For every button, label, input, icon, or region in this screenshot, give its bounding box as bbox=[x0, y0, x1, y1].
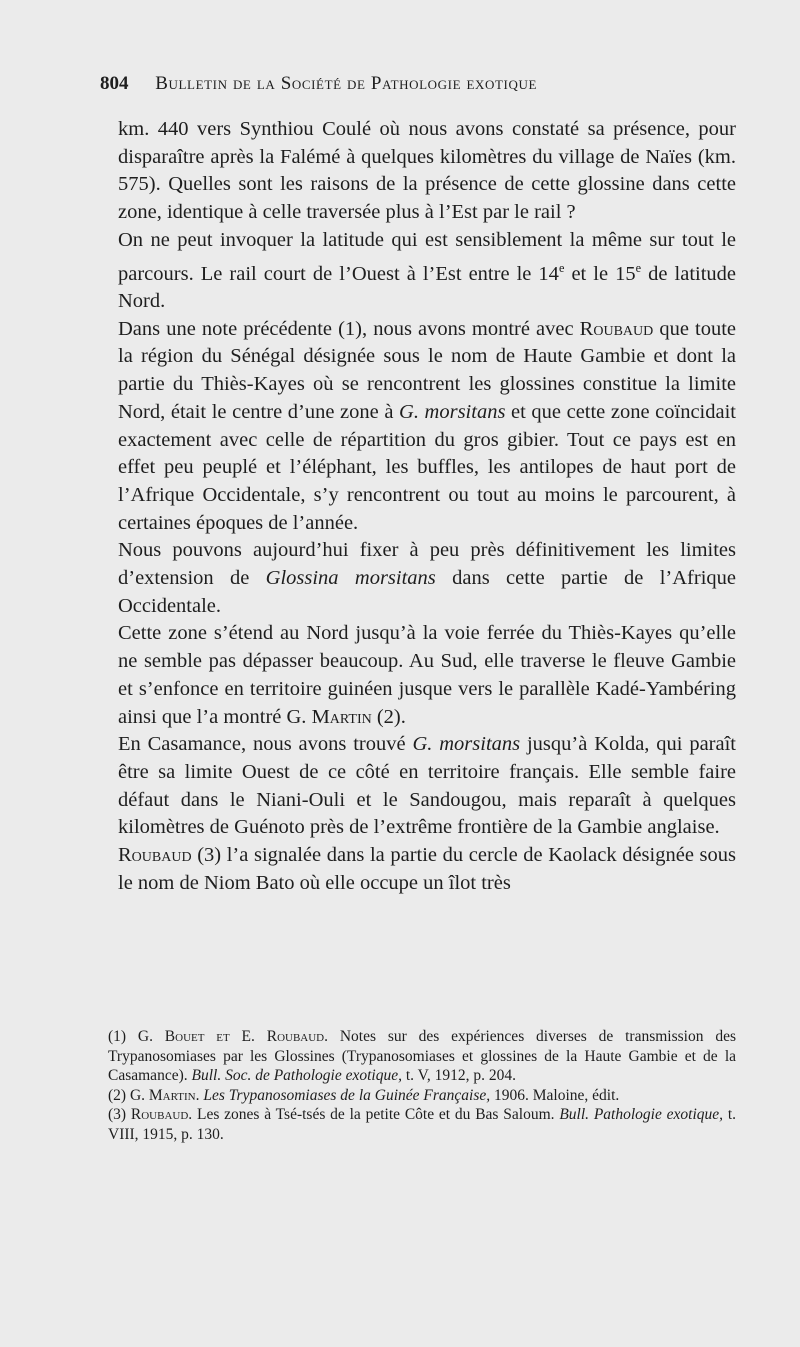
paragraph-5-text-a: Cette zone s’étend au Nord jusqu’à la voie ferrée du Thiès-Kayes qu’elle ne semble pas dépasser beaucoup. Au Sud, elle traverse le fleuve Gambie et s’enfonce en territoire guinéen jusque vers le parallèle Kadé-Yambéring ainsi que l’a montré G. bbox=[118, 622, 736, 728]
page-number: 804 bbox=[100, 73, 129, 94]
author-martin: Martin bbox=[311, 705, 372, 728]
footnotes bbox=[108, 1027, 736, 1144]
paragraph-4 bbox=[118, 537, 736, 620]
paragraph-3-text-a: Dans une note précédente (1), nous avons montré avec bbox=[118, 317, 580, 340]
footnote-2 bbox=[108, 1086, 736, 1106]
paragraph-3 bbox=[118, 316, 736, 538]
footnote-3-author: Roubaud. bbox=[130, 1106, 193, 1123]
footnote-1 bbox=[108, 1027, 736, 1086]
species-name: G. morsitans bbox=[412, 733, 521, 756]
paragraph-3-text-b: que toute la région du Sénégal désignée sous le nom de Haute Gambie et dont la partie du Thiès-Kayes où se rencontrent les glossines constitue la limite Nord, était le centre d’une zone à bbox=[118, 317, 736, 423]
footnote-3 bbox=[108, 1105, 736, 1144]
species-name: G. morsitans bbox=[399, 400, 506, 423]
footnote-1-number: (1) bbox=[108, 1028, 127, 1045]
footnote-1-text: Notes sur des expériences diverses de transmission des Trypanosomiases par les Glossines (Trypanosomiases et glossines de la Haute Gambie et de la Casamance). bbox=[108, 1028, 736, 1084]
species-name: Glossina morsitans bbox=[265, 567, 436, 590]
footnote-3-ref: t. VIII, 1915, p. 130. bbox=[108, 1106, 737, 1143]
paragraph-7 bbox=[118, 842, 736, 897]
footnote-2-ref: 1906. Maloine, édit. bbox=[490, 1086, 620, 1104]
paragraph-4-text-b: dans cette partie de l’Afrique Occidentale. bbox=[118, 567, 736, 617]
paragraph-3-text-c: et que cette zone coïncidait exactement avec celle de répartition du gros gibier. Tout ce pays est en effet peu peuplé et l’éléphant, les buffles, les antilopes de haut port de l’Afrique Occidentale, s’y rencontrent ou tout au moins le parcourent, à certaines époques de l’année. bbox=[118, 400, 736, 534]
footnote-2-title: Les Trypanosomiases de la Guinée Française, bbox=[199, 1086, 491, 1104]
footnote-3-journal: Bull. Pathologie exotique, bbox=[559, 1106, 724, 1123]
running-header bbox=[100, 72, 740, 96]
main-text bbox=[118, 116, 736, 898]
paragraph-2: On ne peut invoquer la latitude qui est sensiblement la même sur tout le parcours. Le rail court de l’Ouest à l’Est entre le 14e et le 15e de latitude Nord. bbox=[118, 228, 736, 313]
paragraph-6 bbox=[118, 731, 736, 842]
paragraph-7-text: (3) l’a signalée dans la partie du cercle de Kaolack désignée sous le nom de Niom Bato où elle occupe un îlot très bbox=[118, 844, 736, 894]
paragraph-5 bbox=[118, 620, 736, 731]
paragraph-6-text-a: En Casamance, nous avons trouvé bbox=[118, 733, 413, 756]
paragraph-6-text-b: jusqu’à Kolda, qui paraît être sa limite Ouest de ce côté en territoire français. Elle semble faire défaut dans le Niani-Ouli et le Sandougou, mais reparaît à quelques kilomètres de Guénoto près de l’extrême frontière de la Gambie anglaise. bbox=[118, 733, 736, 839]
paragraph-4-text-a: Nous pouvons aujourd’hui fixer à peu près définitivement les limites d’extension de bbox=[118, 539, 736, 590]
running-title: Bulletin de la Société de Pathologie exotique bbox=[155, 73, 537, 94]
author-roubaud: Roubaud bbox=[579, 317, 654, 340]
paragraph-5-text-b: (2). bbox=[371, 705, 406, 728]
paragraph-1: km. 440 vers Synthiou Coulé où nous avons constaté sa présence, pour disparaître après la Falémé à quelques kilomètres du village de Naïes (km. 575). Quelles sont les raisons de la présence de cette glossine dans cette zone, identique à celle traversée plus à l’Est par le rail ? bbox=[118, 118, 736, 224]
footnote-2-number: (2) bbox=[108, 1086, 127, 1104]
footnote-3-number: (3) bbox=[108, 1106, 127, 1123]
footnote-2-author: G. Martin. bbox=[129, 1086, 200, 1104]
footnote-1-ref: t. V, 1912, p. 204. bbox=[401, 1067, 516, 1084]
footnote-1-journal: Bull. Soc. de Pathologie exotique, bbox=[191, 1067, 402, 1084]
footnote-3-text: Les zones à Tsé-tsés de la petite Côte et du Bas Saloum. bbox=[192, 1106, 560, 1123]
footnote-1-authors: G. Bouet et E. Roubaud. bbox=[137, 1028, 328, 1045]
author-roubaud: Roubaud bbox=[118, 844, 192, 867]
